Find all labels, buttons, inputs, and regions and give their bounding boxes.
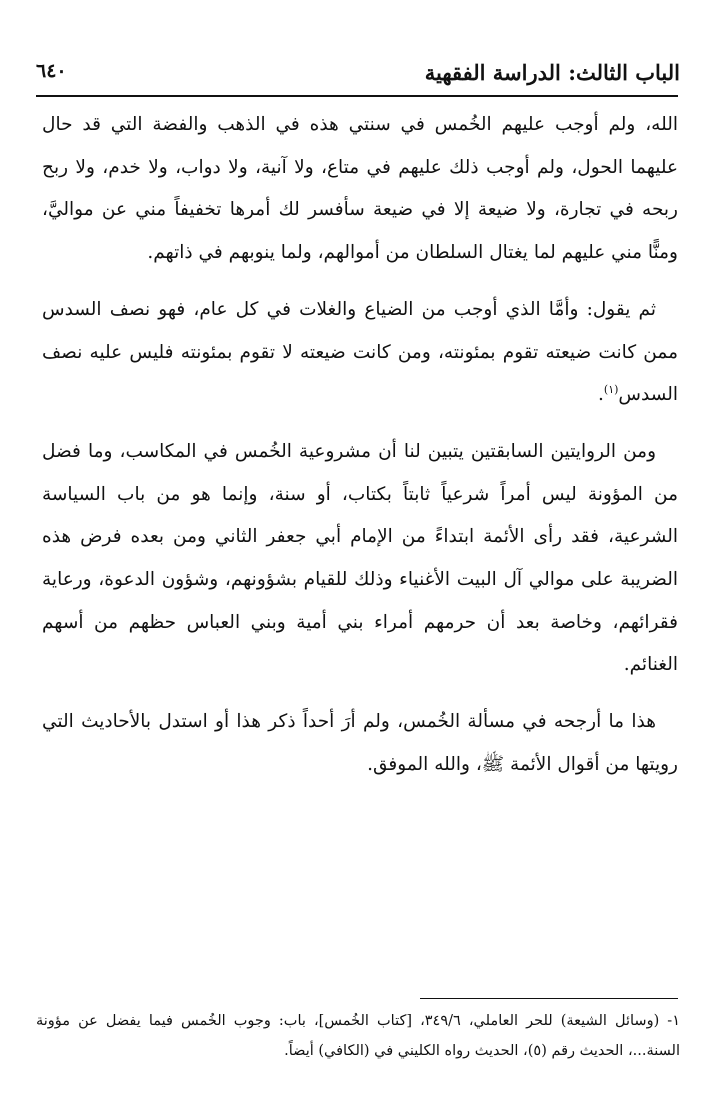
paragraph-2 — [42, 289, 678, 417]
footnote-divider — [420, 998, 678, 999]
chapter-title: الباب الثالث: الدراسة الفقهية — [424, 60, 680, 85]
paragraph-gap — [42, 417, 678, 431]
paragraph-3: ومن الروايتين السابقتين يتبين لنا أن مشروعية الخُمس في المكاسب، وما فضل من المؤونة ليس أمراً شرعياً ثابتاً بكتاب، أو سنة، وإنما هو من باب السياسة الشرعية، فقد رأى الأئمة ابتداءً من الإمام أبي جعفر الثاني ومن بعده فرض هذه الضريبة على موالي آل البيت الأغنياء وذلك للقيام بشؤونهم، وشؤون الدعوة، ورعاية فقرائهم، وخاصة بعد أن حرمهم أمراء بني أمية وبني العباس حظهم من أسهم الغنائم. — [42, 440, 678, 676]
paragraph-gap — [42, 275, 678, 289]
paragraph-1: الله، ولم أوجب عليهم الخُمس في سنتي هذه في الذهب والفضة التي قد حال عليهما الحول، ولم أوجب ذلك عليهم في متاع، ولا آنية، ولا دواب، ولا خدم، ولا ربح ربحه في تجارة، ولا ضيعة إلا في ضيعة سأفسر لك أمرها تخفيفاً مني عن مواليَّ، ومنًّا مني عليهم لما يغتال السلطان من أموالهم، ولما ينوبهم في ذاتهم. — [42, 114, 678, 264]
header-divider — [36, 95, 678, 97]
paragraph-2-text: ثم يقول: وأمَّا الذي أوجب من الضياع والغلات في كل عام، فهو نصف السدس ممن كانت ضيعته تقوم بمئونته، ومن كانت ضيعته لا تقوم بمئونته فليس عليه نصف السدس — [42, 298, 678, 406]
paragraph-4: هذا ما أرجحه في مسألة الخُمس، ولم أرَ أحداً ذكر هذا أو استدل بالأحاديث التي رويتها من أقوال الأئمة ﷺ، والله الموفق. — [42, 711, 678, 775]
footnote: ١- (وسائل الشيعة) للحر العاملي، ٣٤٩/٦، [كتاب الخُمس]، باب: وجوب الخُمس فيما يفضل عن مؤونة السنة...، الحديث رقم (٥)، الحديث رواه الكليني في (الكافي) أيضاً. — [36, 1013, 680, 1059]
paragraph-gap — [42, 687, 678, 701]
page-number: ٦٤٠ — [36, 60, 67, 82]
running-header — [36, 58, 680, 92]
paragraph-2-end: . — [598, 384, 604, 406]
main-text — [42, 104, 678, 787]
footnote-reference[interactable]: (١) — [603, 383, 619, 397]
